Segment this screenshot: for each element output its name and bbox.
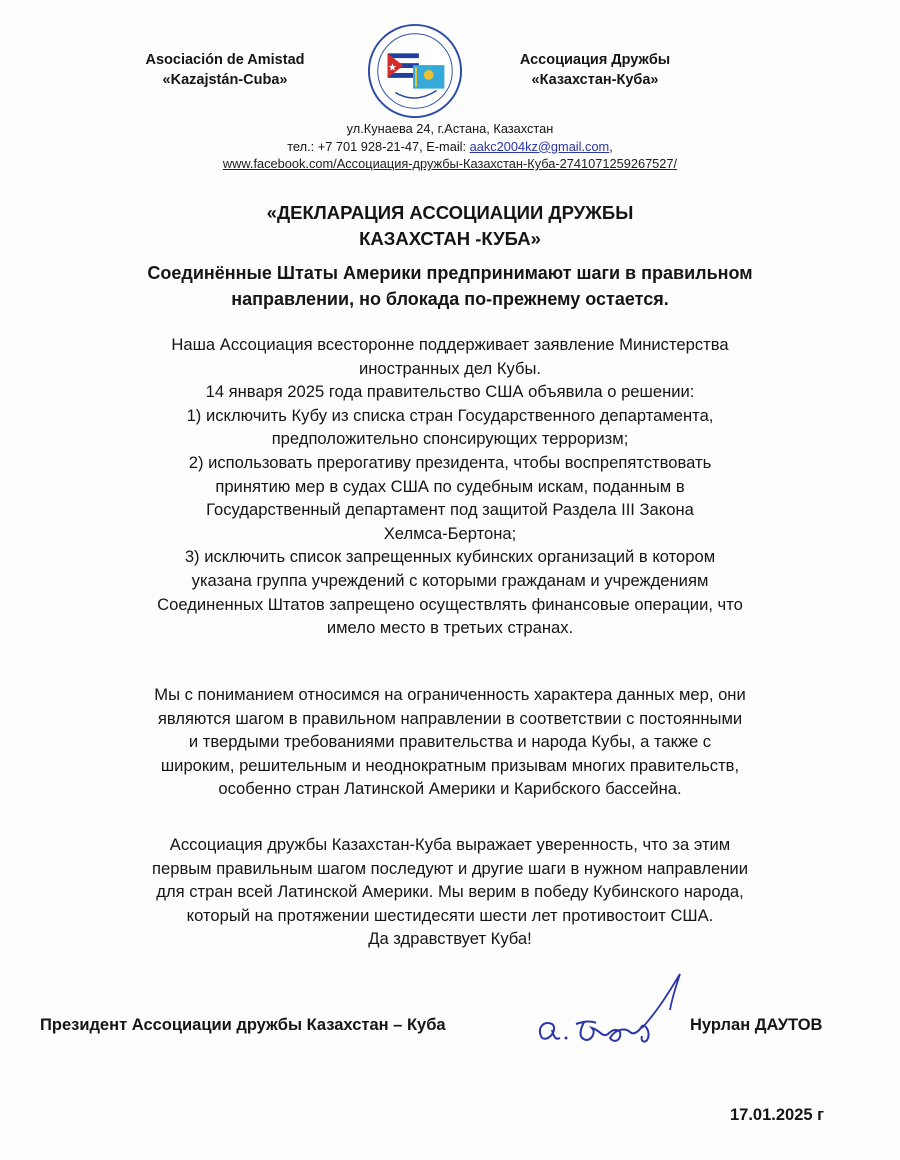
org-name-russian-line2: «Казахстан-Куба» <box>531 72 659 88</box>
address: ул.Кунаева 24, г.Астана, Казахстан <box>346 121 554 136</box>
org-name-spanish <box>100 50 350 90</box>
paragraph-line: 3) исключить список запрещенных кубинских организаций в котором <box>184 547 716 567</box>
org-name-spanish-line2: «Kazajstán-Cuba» <box>162 72 288 88</box>
paragraph-line: Соединенных Штатов запрещено осуществлять финансовые операции, что <box>157 594 743 614</box>
paragraph-line: Хелмса-Бертона; <box>383 523 517 543</box>
contact-block <box>100 120 800 173</box>
paragraph-line: Ассоциация дружбы Казахстан-Куба выражает уверенность, что за этим <box>169 835 731 854</box>
declaration-subtitle <box>90 260 810 312</box>
paragraph-line: имело место в третьих странах. <box>326 618 574 638</box>
handwritten-signature-icon <box>530 968 700 1058</box>
paragraph-line: Государственный департамент под защитой Раздела III Закона <box>206 500 694 520</box>
paragraph-line: широким, решительным и неоднократным призывам многих правительств, <box>160 755 740 775</box>
paragraph-line: первым правильным шагом последуют и другие шаги в нужном направлении <box>152 858 748 878</box>
paragraph-line: предположительно спонсирующих терроризм; <box>271 429 629 449</box>
facebook-link[interactable]: www.facebook.com/Ассоциация-дружбы-Казахстан-Куба-274107125926752​7/ <box>222 156 678 171</box>
paragraph-line: Мы с пониманием относимся на ограниченность характера данных мер, они <box>154 685 746 704</box>
org-name-russian <box>470 50 720 90</box>
paragraph-line: и твердыми требованиями правительства и народа Кубы, а также с <box>188 732 712 752</box>
paragraph-line: принятию мер в судах США по судебным искам, поданным в <box>215 476 685 496</box>
org-name-spanish-line1: Asociación de Amistad <box>145 52 305 68</box>
closing-exclamation: Да здравствует Куба! <box>368 929 532 949</box>
paragraph-line: особенно стран Латинской Америки и Карибского бассейна. <box>218 779 682 799</box>
title-line1: «ДЕКЛАРАЦИЯ АССОЦИАЦИИ ДРУЖБЫ <box>266 202 634 223</box>
signatory-title: Президент Ассоциации дружбы Казахстан – Куба <box>40 1016 446 1034</box>
subtitle-line2: направлении, но блокада по-прежнему остается. <box>231 289 669 309</box>
paragraph-line: Наша Ассоциация всесторонне поддерживает заявление Министерства <box>171 335 729 354</box>
association-emblem-icon <box>366 22 464 120</box>
signatory-name: Нурлан ДАУТОВ <box>690 1016 823 1034</box>
paragraph-line: 1) исключить Кубу из списка стран Государственного департамента, <box>186 405 714 425</box>
paragraph-line: являются шагом в правильном направлении в соответствии с постоянными <box>157 708 743 728</box>
org-name-russian-line1: Ассоциация Дружбы <box>519 52 671 68</box>
paragraph-line: указана группа учреждений с которыми гражданам и учреждениям <box>191 570 709 590</box>
phone-text: тел.: +7 701 928-21-47, E-mail: <box>287 138 470 154</box>
paragraph-line: который на протяжении шестидесяти шести лет противостоит США. <box>186 905 714 925</box>
email-suffix: , <box>609 138 613 154</box>
document-date: 17.01.2025 г <box>730 1106 825 1124</box>
email-link[interactable]: aakc2004kz@gmail.com <box>469 138 610 154</box>
paragraph-1 <box>70 333 830 640</box>
paragraph-line: 14 января 2025 года правительство США объявила о решении: <box>205 382 695 402</box>
paragraph-line: для стран всей Латинской Америки. Мы верим в победу Кубинского народа, <box>156 882 744 902</box>
title-line2: КАЗАХСТАН -КУБА» <box>359 228 541 249</box>
paragraph-line: иностранных дел Кубы. <box>358 358 542 378</box>
subtitle-line1: Соединённые Штаты Америки предпринимают шаги в правильном <box>147 263 753 283</box>
phone-email-line <box>100 138 800 156</box>
paragraph-2 <box>70 683 830 801</box>
declaration-title <box>120 200 780 252</box>
paragraph-line: 2) использовать прерогативу президента, чтобы воспрепятствовать <box>188 452 712 472</box>
paragraph-3 <box>70 833 830 951</box>
